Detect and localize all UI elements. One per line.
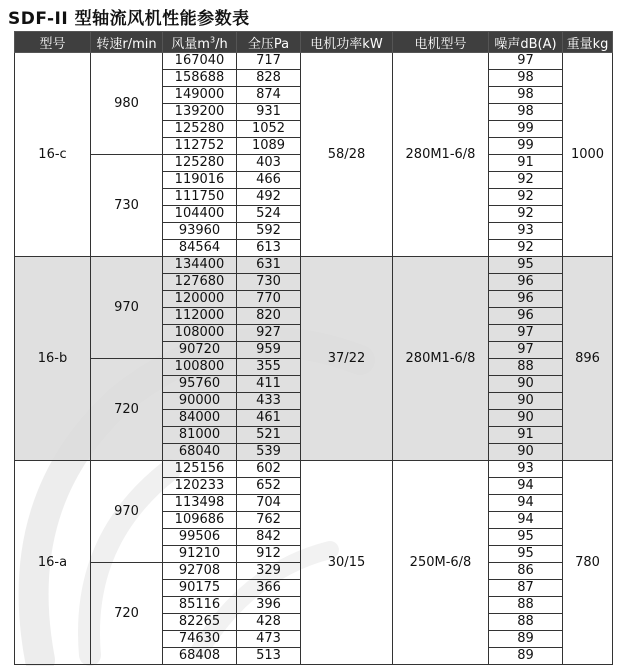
flow-cell: 100800 (163, 359, 237, 376)
speed-cell: 980 (91, 53, 163, 155)
noise-cell: 94 (489, 478, 563, 495)
noise-cell: 97 (489, 342, 563, 359)
flow-cell: 84564 (163, 240, 237, 257)
header-flow: 风量$m^3/h$ (163, 32, 237, 53)
pressure-cell: 704 (237, 495, 301, 512)
model-cell: 16-a (15, 461, 91, 665)
header-model: 型号 (15, 32, 91, 53)
header-weight: 重量kg (563, 32, 613, 53)
flow-cell: 120000 (163, 291, 237, 308)
flow-cell: 85116 (163, 597, 237, 614)
flow-cell: 90000 (163, 393, 237, 410)
model-group-16-c (15, 53, 613, 257)
pressure-cell: 1052 (237, 121, 301, 138)
flow-cell: 90175 (163, 580, 237, 597)
pressure-cell: 521 (237, 427, 301, 444)
noise-cell: 90 (489, 410, 563, 427)
flow-cell: 149000 (163, 87, 237, 104)
noise-cell: 95 (489, 529, 563, 546)
noise-cell: 94 (489, 495, 563, 512)
motor-cell: 250M-6/8 (393, 461, 489, 665)
flow-cell: 111750 (163, 189, 237, 206)
table-row (15, 257, 613, 274)
pressure-cell: 396 (237, 597, 301, 614)
model-group-16-a (15, 461, 613, 665)
flow-cell: 68040 (163, 444, 237, 461)
pressure-cell: 874 (237, 87, 301, 104)
flow-cell: 91210 (163, 546, 237, 563)
pressure-cell: 828 (237, 70, 301, 87)
noise-cell: 90 (489, 444, 563, 461)
pressure-cell: 539 (237, 444, 301, 461)
pressure-cell: 329 (237, 563, 301, 580)
pressure-cell: 411 (237, 376, 301, 393)
pressure-cell: 592 (237, 223, 301, 240)
flow-cell: 82265 (163, 614, 237, 631)
pressure-cell: 717 (237, 53, 301, 70)
weight-cell: 896 (563, 257, 613, 461)
speed-cell: 970 (91, 257, 163, 359)
noise-cell: 98 (489, 87, 563, 104)
header-speed: 转速r/min (91, 32, 163, 53)
motor-cell: 280M1-6/8 (393, 257, 489, 461)
header-motor: 电机型号 (393, 32, 489, 53)
noise-cell: 87 (489, 580, 563, 597)
pressure-cell: 466 (237, 172, 301, 189)
pressure-cell: 355 (237, 359, 301, 376)
noise-cell: 99 (489, 138, 563, 155)
flow-cell: 127680 (163, 274, 237, 291)
flow-cell: 139200 (163, 104, 237, 121)
flow-cell: 113498 (163, 495, 237, 512)
speed-cell: 720 (91, 359, 163, 461)
pressure-cell: 1089 (237, 138, 301, 155)
flow-cell: 125156 (163, 461, 237, 478)
speed-cell: 720 (91, 563, 163, 665)
flow-cell: 95760 (163, 376, 237, 393)
pressure-cell: 931 (237, 104, 301, 121)
header-noise: 噪声dB(A) (489, 32, 563, 53)
noise-cell: 90 (489, 393, 563, 410)
flow-cell: 109686 (163, 512, 237, 529)
noise-cell: 91 (489, 427, 563, 444)
pressure-cell: 762 (237, 512, 301, 529)
header-pressure: 全压Pa (237, 32, 301, 53)
noise-cell: 96 (489, 291, 563, 308)
noise-cell: 98 (489, 70, 563, 87)
flow-cell: 92708 (163, 563, 237, 580)
flow-cell: 120233 (163, 478, 237, 495)
pressure-cell: 652 (237, 478, 301, 495)
noise-cell: 86 (489, 563, 563, 580)
pressure-cell: 820 (237, 308, 301, 325)
pressure-cell: 433 (237, 393, 301, 410)
motor-cell: 280M1-6/8 (393, 53, 489, 257)
pressure-cell: 461 (237, 410, 301, 427)
flow-cell: 74630 (163, 631, 237, 648)
flow-cell: 104400 (163, 206, 237, 223)
pressure-cell: 403 (237, 155, 301, 172)
flow-cell: 84000 (163, 410, 237, 427)
pressure-cell: 927 (237, 325, 301, 342)
fan-performance-table (14, 31, 613, 665)
flow-cell: 125280 (163, 121, 237, 138)
pressure-cell: 842 (237, 529, 301, 546)
pressure-cell: 959 (237, 342, 301, 359)
noise-cell: 97 (489, 325, 563, 342)
power-cell: 30/15 (301, 461, 393, 665)
pressure-cell: 602 (237, 461, 301, 478)
flow-cell: 134400 (163, 257, 237, 274)
model-cell: 16-b (15, 257, 91, 461)
model-group-16-b (15, 257, 613, 461)
noise-cell: 93 (489, 223, 563, 240)
pressure-cell: 613 (237, 240, 301, 257)
noise-cell: 93 (489, 461, 563, 478)
noise-cell: 96 (489, 274, 563, 291)
weight-cell: 1000 (563, 53, 613, 257)
pressure-cell: 770 (237, 291, 301, 308)
noise-cell: 99 (489, 121, 563, 138)
pressure-cell: 631 (237, 257, 301, 274)
noise-cell: 90 (489, 376, 563, 393)
table-row (15, 53, 613, 70)
noise-cell: 95 (489, 546, 563, 563)
table-row (15, 461, 613, 478)
pressure-cell: 730 (237, 274, 301, 291)
noise-cell: 98 (489, 104, 563, 121)
noise-cell: 92 (489, 240, 563, 257)
flow-cell: 90720 (163, 342, 237, 359)
flow-cell: 81000 (163, 427, 237, 444)
noise-cell: 96 (489, 308, 563, 325)
flow-cell: 112000 (163, 308, 237, 325)
flow-cell: 93960 (163, 223, 237, 240)
speed-cell: 730 (91, 155, 163, 257)
noise-cell: 88 (489, 614, 563, 631)
flow-cell: 119016 (163, 172, 237, 189)
flow-cell: 68408 (163, 648, 237, 665)
noise-cell: 92 (489, 172, 563, 189)
flow-cell: 167040 (163, 53, 237, 70)
weight-cell: 780 (563, 461, 613, 665)
flow-cell: 125280 (163, 155, 237, 172)
noise-cell: 92 (489, 206, 563, 223)
pressure-cell: 473 (237, 631, 301, 648)
noise-cell: 95 (489, 257, 563, 274)
noise-cell: 88 (489, 359, 563, 376)
pressure-cell: 492 (237, 189, 301, 206)
noise-cell: 89 (489, 631, 563, 648)
header-row (15, 32, 613, 53)
pressure-cell: 428 (237, 614, 301, 631)
noise-cell: 91 (489, 155, 563, 172)
noise-cell: 94 (489, 512, 563, 529)
flow-cell: 99506 (163, 529, 237, 546)
pressure-cell: 912 (237, 546, 301, 563)
flow-cell: 108000 (163, 325, 237, 342)
speed-cell: 970 (91, 461, 163, 563)
header-power: 电机功率kW (301, 32, 393, 53)
noise-cell: 88 (489, 597, 563, 614)
noise-cell: 89 (489, 648, 563, 665)
noise-cell: 97 (489, 53, 563, 70)
power-cell: 58/28 (301, 53, 393, 257)
model-cell: 16-c (15, 53, 91, 257)
pressure-cell: 513 (237, 648, 301, 665)
flow-cell: 112752 (163, 138, 237, 155)
flow-cell: 158688 (163, 70, 237, 87)
noise-cell: 92 (489, 189, 563, 206)
power-cell: 37/22 (301, 257, 393, 461)
table-title: SDF-II 型轴流风机性能参数表 (8, 9, 250, 29)
pressure-cell: 366 (237, 580, 301, 597)
pressure-cell: 524 (237, 206, 301, 223)
